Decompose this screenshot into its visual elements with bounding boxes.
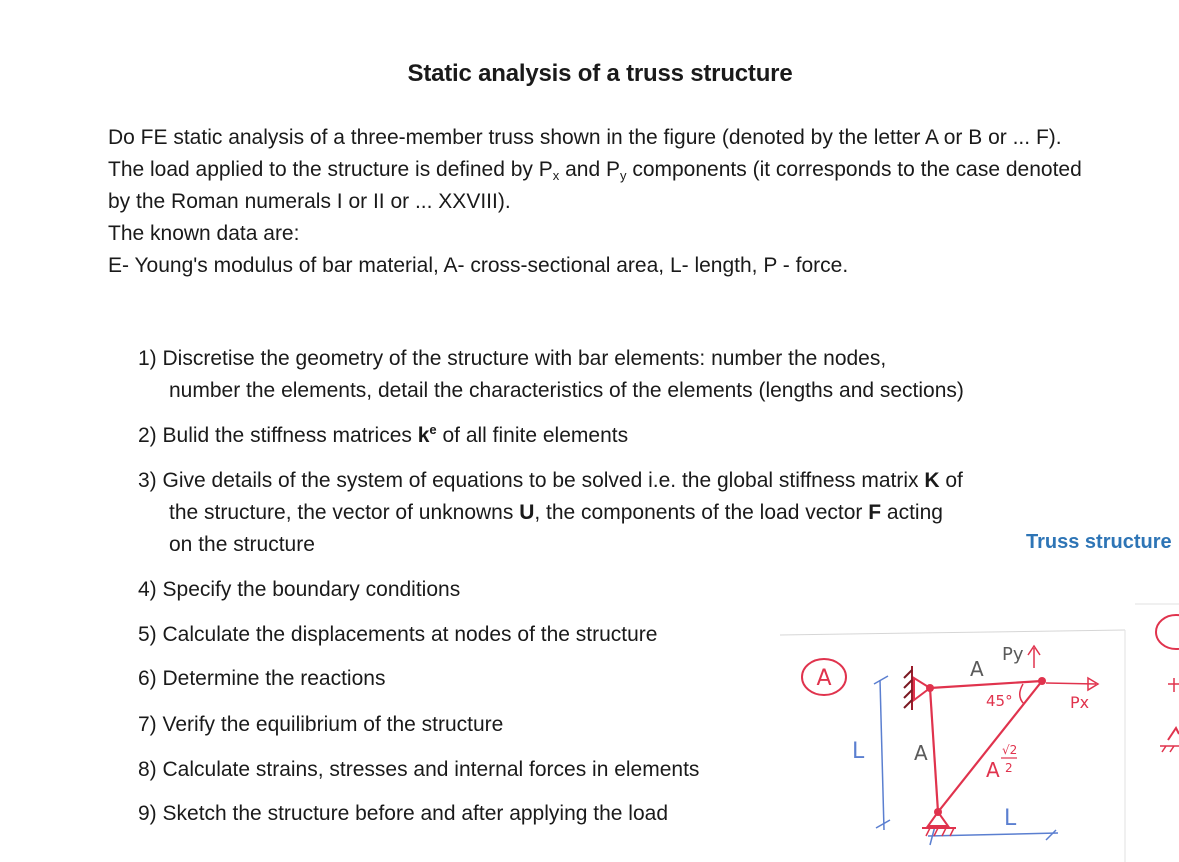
dimension-width-label: L [1004, 806, 1017, 831]
page-title: Static analysis of a truss structure [407, 60, 793, 87]
intro-paragraph-1: Do FE static analysis of a three-member truss shown in the figure (denoted by the letter A or B or ... F). [108, 126, 1062, 149]
figure-caption: Truss structure [1026, 531, 1172, 553]
truss-figure [780, 600, 1179, 862]
node-2 [1038, 677, 1046, 685]
task-item-6: 6) Determine the reactions [138, 667, 386, 690]
task-item-5: 5) Calculate the displacements at nodes of the structure [138, 623, 658, 646]
member-left [930, 688, 938, 812]
intro-paragraph-2: The load applied to the structure is defined by $P_x$ and $P_y$ components (it corresponds to the case denoted by the Roman numerals I or II or ... XXVIII). [108, 158, 1082, 213]
task-item-4: 4) Specify the boundary conditions [138, 578, 461, 601]
member-diagonal-label: A [986, 758, 1000, 782]
node-3 [934, 808, 942, 816]
member-left-label: A [914, 741, 928, 765]
member-diagonal-denominator: 2 [1005, 761, 1013, 775]
member-top [930, 681, 1042, 688]
task-item-2: 2) Bulid the stiffness matrices $k^e$ of all finite elements [138, 422, 629, 447]
angle-label: 45° [986, 692, 1013, 710]
member-diagonal-numerator: √2 [1002, 743, 1018, 757]
load-x-label: Px [1070, 693, 1090, 712]
task-item-8: 8) Calculate strains, stresses and internal forces in elements [138, 758, 700, 781]
intro-text [108, 122, 1108, 282]
task-item-9: 9) Sketch the structure before and after applying the load [138, 802, 668, 825]
case-label: A [816, 666, 832, 691]
member-top-label: A [970, 657, 984, 681]
task-item-7: 7) Verify the equilibrium of the structure [138, 713, 504, 736]
load-y-label: Py [1002, 644, 1024, 665]
node-1 [926, 684, 934, 692]
dimension-height-label: L [852, 739, 865, 764]
task-item-3: 3) Give details of the system of equations to be solved i.e. the global stiffness matrix K of the structure, the vector of unknowns U, the components of the load vector F acting on the structure [138, 469, 963, 556]
intro-paragraph-3: The known data are: [108, 222, 300, 245]
intro-paragraph-4: E- Young's modulus of bar material, A- cross-sectional area, L- length, P - force. [108, 254, 849, 277]
task-item-1: 1) Discretise the geometry of the structure with bar elements: number the nodes, number the elements, detail the characteristics of the elements (lengths and sections) [138, 347, 964, 402]
